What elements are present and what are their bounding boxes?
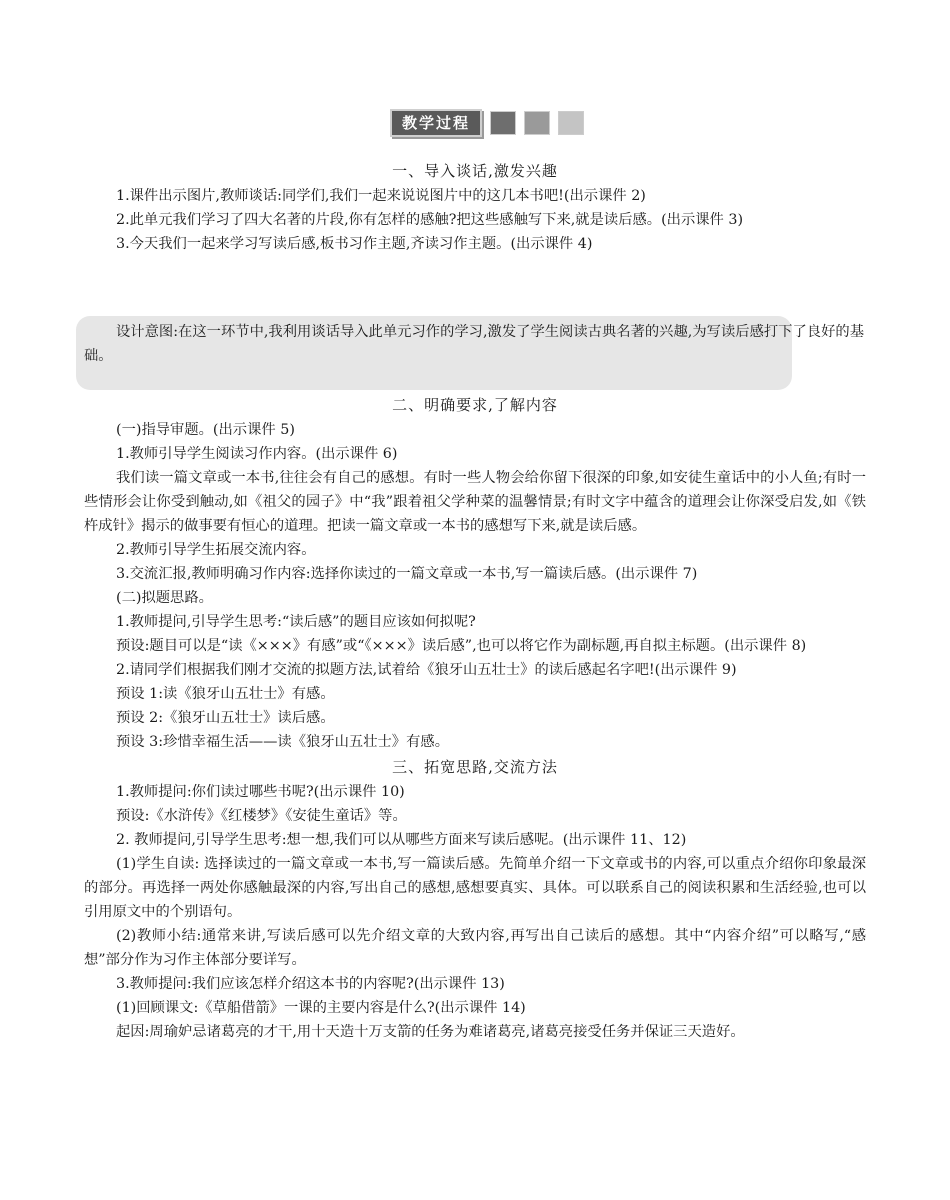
paragraph: 1.教师引导学生阅读习作内容。(出示课件 6) (116, 446, 398, 462)
paragraph: 起因:周瑜妒忌诸葛亮的才干,用十天造十万支箭的任务为难诸葛亮,诸葛亮接受任务并保证三天造好。 (116, 1024, 745, 1040)
paragraph: 2. 教师提问,引导学生思考:想一想,我们可以从哪些方面来写读后感呢。(出示课件 11、12) (116, 832, 687, 848)
paragraph: 预设 1:读《狼牙山五壮士》有感。 (116, 686, 335, 702)
design-intent-text: 设计意图:在这一环节中,我利用谈话导入此单元习作的学习,激发了学生阅读古典名著的兴趣,为写读后感打下了良好的基础。 (84, 324, 864, 364)
paragraph: (1)回顾课文:《草船借箭》一课的主要内容是什么?(出示课件 14) (116, 1000, 526, 1016)
section-heading-requirements: 二、明确要求,了解内容 (392, 396, 558, 414)
decorative-square (524, 111, 550, 135)
decorative-square (490, 111, 516, 135)
paragraph: (2)教师小结:通常来讲,写读后感可以先介绍文章的大致内容,再写出自己读后的感想。其中“内容介绍”可以略写,“感想”部分作为习作主体部分要详写。 (84, 928, 866, 968)
paragraph: 1.教师提问,引导学生思考:“读后感”的题目应该如何拟呢? (116, 614, 476, 630)
paragraph: 2.此单元我们学习了四大名著的片段,你有怎样的感触?把这些感触写下来,就是读后感。(出示课件 3) (116, 212, 744, 228)
section-heading-methods: 三、拓宽思路,交流方法 (392, 758, 558, 776)
section-heading-intro: 一、导入谈话,激发兴趣 (392, 162, 558, 180)
paragraph: (二)拟题思路。 (116, 590, 213, 606)
design-intent-box (76, 316, 864, 390)
paragraph: (一)指导审题。(出示课件 5) (116, 422, 295, 438)
section-title-banner (390, 110, 584, 136)
document-body (84, 158, 866, 1044)
decorative-square (558, 111, 584, 135)
paragraph: 2.教师引导学生拓展交流内容。 (116, 542, 316, 558)
paragraph: 我们读一篇文章或一本书,往往会有自己的感想。有时一些人物会给你留下很深的印象,如安徒生童话中的小人鱼;有时一些情形会让你受到触动,如《祖父的园子》中“我”跟着祖父学种菜的温馨情景;有时文字中蕴含的道理会让你深受启发,如《铁杵成针》揭示的做事要有恒心的道理。把读一篇文章或一本书的感想写下来,就是读后感。 (84, 470, 866, 534)
paragraph: 预设 2:《狼牙山五壮士》读后感。 (116, 710, 335, 726)
paragraph: 3.交流汇报,教师明确习作内容:选择你读过的一篇文章或一本书,写一篇读后感。(出示课件 7) (116, 566, 698, 582)
paragraph: 预设:题目可以是“读《×××》有感”或“《×××》读后感”,也可以将它作为副标题,再自拟主标题。(出示课件 8) (116, 638, 807, 654)
paragraph: 1.课件出示图片,教师谈话:同学们,我们一起来说说图片中的这几本书吧!(出示课件 2) (116, 188, 646, 204)
paragraph: (1)学生自读: 选择读过的一篇文章或一本书,写一篇读后感。先简单介绍一下文章或书的内容,可以重点介绍你印象最深的部分。再选择一两处你感触最深的内容,写出自己的感想,感想要真实、具体。可以联系自己的阅读积累和生活经验,也可以引用原文中的个别语句。 (84, 856, 866, 920)
paragraph: 3.今天我们一起来学习写读后感,板书习作主题,齐读习作主题。(出示课件 4) (116, 236, 593, 252)
section-title: 教学过程 (390, 109, 482, 137)
paragraph: 2.请同学们根据我们刚才交流的拟题方法,试着给《狼牙山五壮士》的读后感起名字吧!(出示课件 9) (116, 662, 737, 678)
paragraph: 预设:《水浒传》《红楼梦》《安徒生童话》等。 (116, 808, 407, 824)
paragraph: 预设 3:珍惜幸福生活——读《狼牙山五壮士》有感。 (116, 734, 449, 750)
paragraph: 3.教师提问:我们应该怎样介绍这本书的内容呢?(出示课件 13) (116, 976, 505, 992)
paragraph: 1.教师提问:你们读过哪些书呢?(出示课件 10) (116, 784, 405, 800)
